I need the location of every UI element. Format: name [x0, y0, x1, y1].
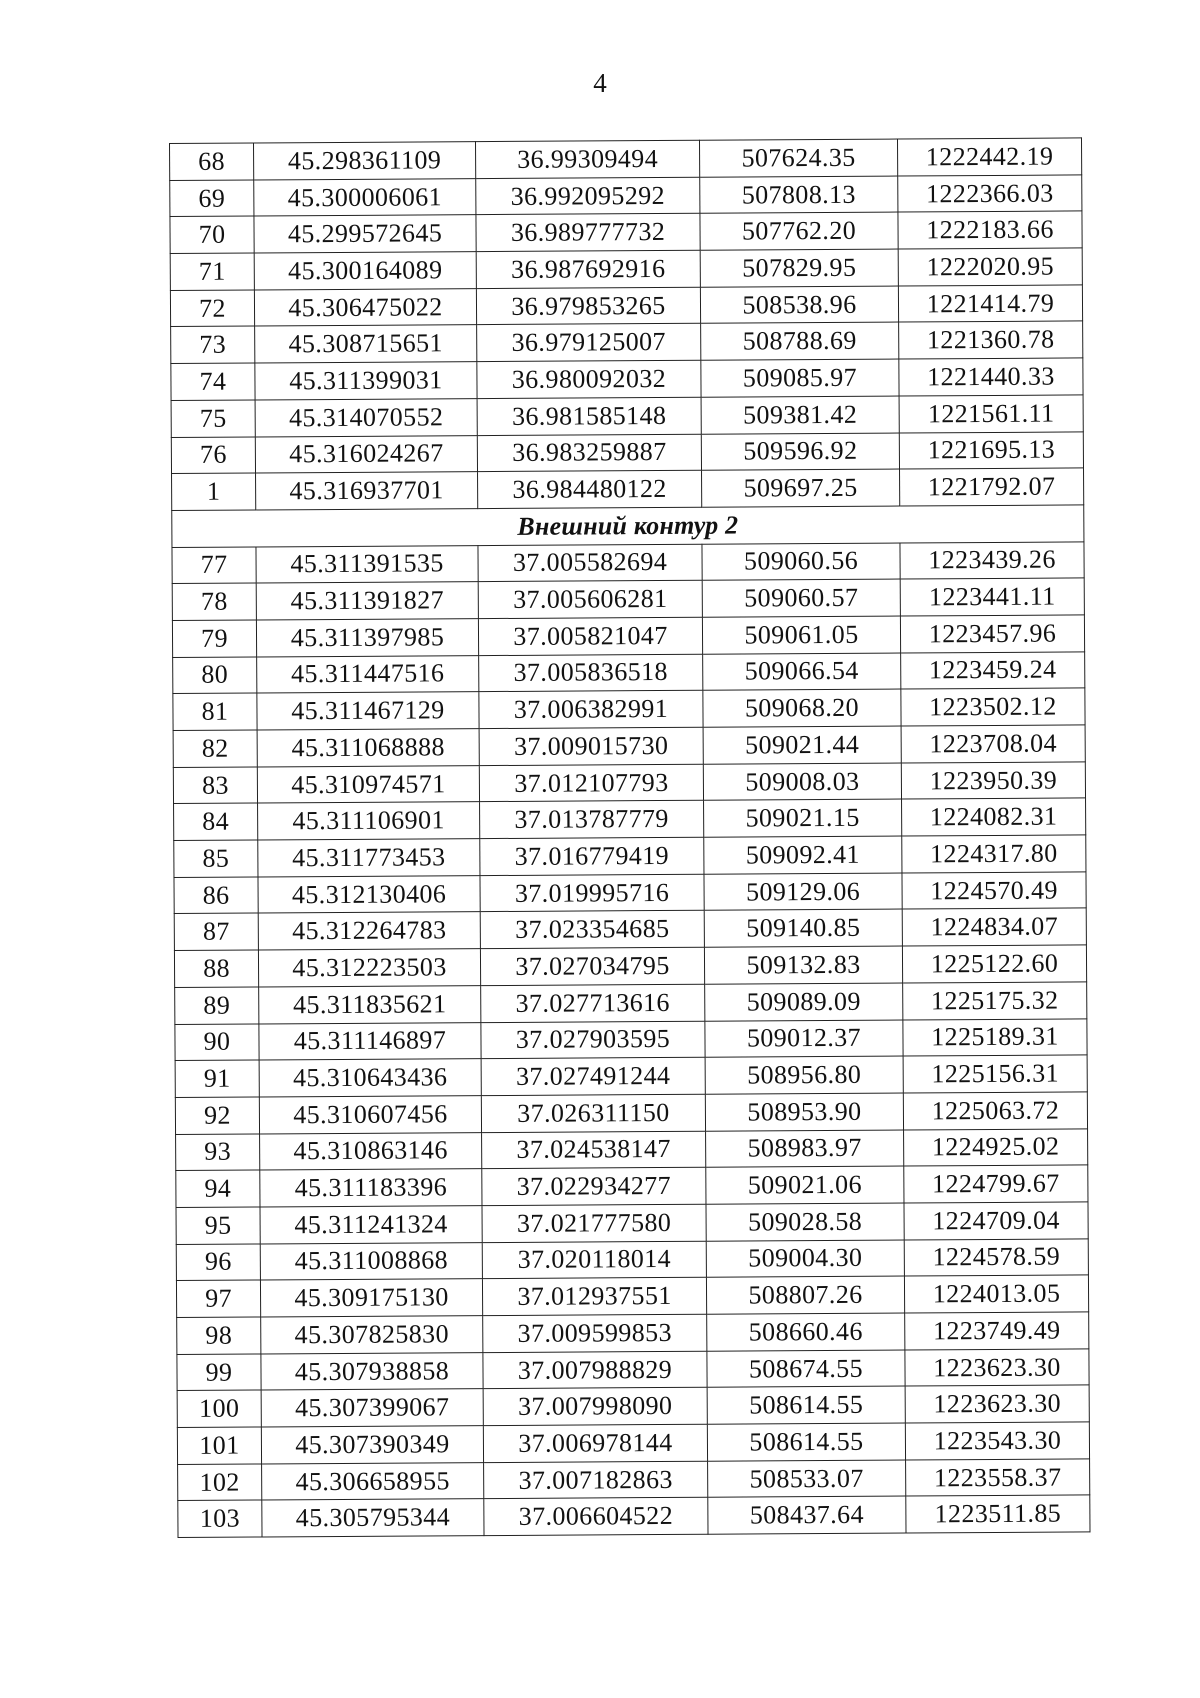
- latitude-cell: 45.310974571: [257, 765, 479, 803]
- longitude-cell: 36.979125007: [477, 324, 701, 362]
- latitude-cell: 45.300164089: [254, 252, 476, 290]
- coord-x-cell: 509132.83: [704, 946, 902, 984]
- table-row: [176, 1128, 1088, 1170]
- point-number-cell: 69: [170, 180, 254, 217]
- coord-x-cell: 508538.96: [700, 286, 898, 324]
- point-number-cell: 79: [172, 620, 256, 657]
- table-row: [174, 798, 1086, 840]
- latitude-cell: 45.314070552: [255, 398, 477, 436]
- coord-x-cell: 509012.37: [705, 1020, 903, 1058]
- table-row: [171, 395, 1083, 437]
- table-row: [171, 358, 1083, 400]
- coord-y-cell: 1225063.72: [903, 1092, 1087, 1130]
- table-row: [178, 1459, 1090, 1501]
- table-row: [171, 321, 1083, 363]
- longitude-cell: 37.026311150: [481, 1094, 705, 1132]
- table-section-header: [172, 505, 1084, 547]
- point-number-cell: 71: [170, 253, 254, 290]
- point-number-cell: 77: [172, 547, 256, 584]
- table-row: [175, 1055, 1087, 1097]
- point-number-cell: 100: [177, 1390, 261, 1427]
- table-row: [170, 285, 1082, 327]
- longitude-cell: 37.009015730: [479, 727, 703, 765]
- table-row: [176, 1239, 1088, 1281]
- longitude-cell: 37.023354685: [480, 911, 704, 949]
- table-row: [172, 468, 1084, 510]
- coord-x-cell: 509092.41: [704, 836, 902, 874]
- longitude-cell: 37.027491244: [481, 1057, 705, 1095]
- coord-y-cell: 1224082.31: [902, 798, 1086, 836]
- longitude-cell: 37.012937551: [482, 1278, 706, 1316]
- coord-y-cell: 1222020.95: [898, 248, 1082, 286]
- coord-x-cell: 508956.80: [705, 1056, 903, 1094]
- latitude-cell: 45.310643436: [259, 1059, 481, 1097]
- table-row: [177, 1385, 1089, 1427]
- table-row: [175, 1018, 1087, 1060]
- longitude-cell: 37.006382991: [479, 691, 703, 729]
- point-number-cell: 1: [172, 473, 256, 510]
- table-row: [175, 982, 1087, 1024]
- longitude-cell: 37.007182863: [484, 1461, 708, 1499]
- coord-x-cell: 507808.13: [700, 176, 898, 214]
- coord-x-cell: 509129.06: [704, 873, 902, 911]
- point-number-cell: 91: [175, 1060, 259, 1097]
- coord-y-cell: 1224799.67: [904, 1165, 1088, 1203]
- coord-y-cell: 1222183.66: [898, 211, 1082, 249]
- longitude-cell: 37.016779419: [480, 837, 704, 875]
- latitude-cell: 45.305795344: [262, 1499, 484, 1537]
- latitude-cell: 45.307390349: [261, 1426, 483, 1464]
- table-row: [173, 762, 1085, 804]
- point-number-cell: 82: [173, 730, 257, 767]
- coord-x-cell: 509089.09: [705, 983, 903, 1021]
- table-row: [173, 652, 1085, 694]
- latitude-cell: 45.310607456: [259, 1095, 481, 1133]
- point-number-cell: 97: [176, 1280, 260, 1317]
- latitude-cell: 45.311068888: [257, 729, 479, 767]
- longitude-cell: 36.981585148: [477, 397, 701, 435]
- point-number-cell: 98: [177, 1317, 261, 1354]
- latitude-cell: 45.311447516: [257, 655, 479, 693]
- coord-y-cell: 1223749.49: [905, 1312, 1089, 1350]
- section-row: [172, 505, 1084, 547]
- table-row: [176, 1275, 1088, 1317]
- table-row: [174, 908, 1086, 950]
- longitude-cell: 37.006604522: [484, 1498, 708, 1536]
- coord-x-cell: 509140.85: [704, 909, 902, 947]
- longitude-cell: 37.024538147: [482, 1131, 706, 1169]
- point-number-cell: 94: [176, 1170, 260, 1207]
- coord-y-cell: 1223439.26: [900, 541, 1084, 579]
- coord-y-cell: 1221440.33: [899, 358, 1083, 396]
- coord-x-cell: 509004.30: [706, 1240, 904, 1278]
- longitude-cell: 37.005821047: [478, 617, 702, 655]
- coord-y-cell: 1225189.31: [903, 1018, 1087, 1056]
- coord-x-cell: 509061.05: [702, 616, 900, 654]
- point-number-cell: 101: [177, 1427, 261, 1464]
- coord-y-cell: 1223502.12: [901, 688, 1085, 726]
- latitude-cell: 45.299572645: [254, 215, 476, 253]
- coord-y-cell: 1223441.11: [900, 578, 1084, 616]
- coord-x-cell: 507829.95: [700, 249, 898, 287]
- coord-y-cell: 1223558.37: [906, 1459, 1090, 1497]
- latitude-cell: 45.316937701: [256, 472, 478, 510]
- point-number-cell: 81: [173, 693, 257, 730]
- point-number-cell: 87: [174, 913, 258, 950]
- longitude-cell: 37.027034795: [480, 947, 704, 985]
- latitude-cell: 45.300006061: [254, 178, 476, 216]
- latitude-cell: 45.311146897: [259, 1022, 481, 1060]
- coord-x-cell: 508788.69: [701, 322, 899, 360]
- table-row: [172, 578, 1084, 620]
- coord-x-cell: 508953.90: [705, 1093, 903, 1131]
- latitude-cell: 45.308715651: [255, 325, 477, 363]
- coord-x-cell: 507624.35: [699, 139, 897, 177]
- point-number-cell: 84: [174, 803, 258, 840]
- longitude-cell: 36.984480122: [478, 470, 702, 508]
- coord-x-cell: 509068.20: [703, 689, 901, 727]
- latitude-cell: 45.311835621: [259, 985, 481, 1023]
- table-row: [174, 872, 1086, 914]
- coord-y-cell: 1223457.96: [900, 615, 1084, 653]
- table-row: [170, 175, 1082, 217]
- latitude-cell: 45.307825830: [261, 1316, 483, 1354]
- latitude-cell: 45.316024267: [255, 435, 477, 473]
- table-row: [170, 248, 1082, 290]
- longitude-cell: 37.005582694: [478, 544, 702, 582]
- latitude-cell: 45.311773453: [258, 839, 480, 877]
- table-row: [171, 431, 1083, 473]
- longitude-cell: 37.021777580: [482, 1204, 706, 1242]
- longitude-cell: 37.013787779: [480, 801, 704, 839]
- point-number-cell: 70: [170, 216, 254, 253]
- coord-y-cell: 1221695.13: [899, 431, 1083, 469]
- coord-y-cell: 1222366.03: [898, 175, 1082, 213]
- point-number-cell: 88: [174, 950, 258, 987]
- table-body-part1: [170, 138, 1084, 510]
- latitude-cell: 45.311391535: [256, 545, 478, 583]
- coord-x-cell: 509021.44: [703, 726, 901, 764]
- table-row: [172, 541, 1084, 583]
- table-row: [174, 945, 1086, 987]
- coord-y-cell: 1223543.30: [905, 1422, 1089, 1460]
- point-number-cell: 73: [171, 326, 255, 363]
- coord-y-cell: 1221561.11: [899, 395, 1083, 433]
- latitude-cell: 45.311183396: [260, 1169, 482, 1207]
- point-number-cell: 68: [170, 143, 254, 180]
- latitude-cell: 45.311241324: [260, 1206, 482, 1244]
- longitude-cell: 37.019995716: [480, 874, 704, 912]
- point-number-cell: 83: [173, 767, 257, 804]
- point-number-cell: 93: [176, 1134, 260, 1171]
- table-row: [176, 1202, 1088, 1244]
- coord-y-cell: 1223459.24: [901, 652, 1085, 690]
- point-number-cell: 76: [171, 436, 255, 473]
- coordinates-table: [169, 137, 1091, 1538]
- longitude-cell: 36.983259887: [477, 434, 701, 472]
- table-row: [177, 1422, 1089, 1464]
- coord-y-cell: 1224317.80: [902, 835, 1086, 873]
- longitude-cell: 37.007988829: [483, 1351, 707, 1389]
- coord-x-cell: 508437.64: [708, 1496, 906, 1534]
- coord-x-cell: 507762.20: [700, 212, 898, 250]
- table-row: [177, 1312, 1089, 1354]
- latitude-cell: 45.306475022: [254, 288, 476, 326]
- coord-x-cell: 509060.57: [702, 579, 900, 617]
- table-row: [175, 1092, 1087, 1134]
- coord-x-cell: 509021.06: [706, 1166, 904, 1204]
- longitude-cell: 36.987692916: [476, 250, 700, 288]
- coord-y-cell: 1224834.07: [902, 908, 1086, 946]
- longitude-cell: 37.007998090: [483, 1388, 707, 1426]
- longitude-cell: 36.989777732: [476, 214, 700, 252]
- latitude-cell: 45.312130406: [258, 875, 480, 913]
- point-number-cell: 90: [175, 1023, 259, 1060]
- table-row: [173, 725, 1085, 767]
- point-number-cell: 86: [174, 877, 258, 914]
- point-number-cell: 96: [176, 1244, 260, 1281]
- coord-x-cell: 508614.55: [707, 1423, 905, 1461]
- coord-x-cell: 508674.55: [707, 1350, 905, 1388]
- coord-x-cell: 509596.92: [701, 433, 899, 471]
- coord-x-cell: 509381.42: [701, 396, 899, 434]
- table-body-part2: [172, 541, 1090, 1537]
- coord-y-cell: 1224925.02: [904, 1128, 1088, 1166]
- table-row: [170, 138, 1082, 180]
- coord-x-cell: 509697.25: [702, 469, 900, 507]
- point-number-cell: 85: [174, 840, 258, 877]
- coord-y-cell: 1225175.32: [903, 982, 1087, 1020]
- coord-y-cell: 1224570.49: [902, 872, 1086, 910]
- coord-y-cell: 1223950.39: [901, 762, 1085, 800]
- table-row: [173, 688, 1085, 730]
- longitude-cell: 37.012107793: [479, 764, 703, 802]
- coord-x-cell: 509028.58: [706, 1203, 904, 1241]
- latitude-cell: 45.307399067: [261, 1389, 483, 1427]
- coord-x-cell: 508983.97: [706, 1130, 904, 1168]
- longitude-cell: 37.027903595: [481, 1021, 705, 1059]
- longitude-cell: 36.979853265: [476, 287, 700, 325]
- coord-x-cell: 508807.26: [706, 1276, 904, 1314]
- latitude-cell: 45.311399031: [255, 362, 477, 400]
- longitude-cell: 36.980092032: [477, 360, 701, 398]
- longitude-cell: 36.992095292: [476, 177, 700, 215]
- latitude-cell: 45.310863146: [260, 1132, 482, 1170]
- point-number-cell: 89: [175, 987, 259, 1024]
- longitude-cell: 37.009599853: [483, 1314, 707, 1352]
- longitude-cell: 37.022934277: [482, 1167, 706, 1205]
- longitude-cell: 37.020118014: [482, 1241, 706, 1279]
- coord-y-cell: 1225122.60: [902, 945, 1086, 983]
- coord-x-cell: 509008.03: [703, 763, 901, 801]
- coord-y-cell: 1223511.85: [906, 1495, 1090, 1533]
- coord-y-cell: 1224578.59: [904, 1239, 1088, 1277]
- latitude-cell: 45.298361109: [254, 142, 476, 180]
- point-number-cell: 75: [171, 400, 255, 437]
- coord-x-cell: 508533.07: [708, 1460, 906, 1498]
- table-row: [178, 1495, 1090, 1537]
- longitude-cell: 37.005836518: [479, 654, 703, 692]
- latitude-cell: 45.311467129: [257, 692, 479, 730]
- point-number-cell: 72: [170, 290, 254, 327]
- coord-y-cell: 1221414.79: [898, 285, 1082, 323]
- point-number-cell: 102: [178, 1464, 262, 1501]
- latitude-cell: 45.312223503: [258, 949, 480, 987]
- longitude-cell: 36.99309494: [475, 140, 699, 178]
- latitude-cell: 45.311106901: [258, 802, 480, 840]
- coord-y-cell: 1223623.30: [905, 1349, 1089, 1387]
- latitude-cell: 45.307938858: [261, 1352, 483, 1390]
- coord-y-cell: 1221360.78: [899, 321, 1083, 359]
- longitude-cell: 37.006978144: [483, 1424, 707, 1462]
- coord-x-cell: 508660.46: [707, 1313, 905, 1351]
- point-number-cell: 95: [176, 1207, 260, 1244]
- coord-x-cell: 508614.55: [707, 1386, 905, 1424]
- point-number-cell: 80: [173, 657, 257, 694]
- point-number-cell: 92: [175, 1097, 259, 1134]
- table-row: [174, 835, 1086, 877]
- page-number: 4: [593, 68, 607, 98]
- coord-y-cell: 1223623.30: [905, 1385, 1089, 1423]
- coord-x-cell: 509060.56: [702, 543, 900, 581]
- latitude-cell: 45.311391827: [256, 582, 478, 620]
- coord-y-cell: 1224013.05: [904, 1275, 1088, 1313]
- coord-y-cell: 1222442.19: [897, 138, 1081, 176]
- point-number-cell: 99: [177, 1354, 261, 1391]
- coord-y-cell: 1221792.07: [900, 468, 1084, 506]
- latitude-cell: 45.311397985: [256, 619, 478, 657]
- table-row: [177, 1349, 1089, 1391]
- table-row: [176, 1165, 1088, 1207]
- coord-y-cell: 1224709.04: [904, 1202, 1088, 1240]
- coord-y-cell: 1223708.04: [901, 725, 1085, 763]
- coord-x-cell: 509021.15: [704, 799, 902, 837]
- point-number-cell: 103: [178, 1500, 262, 1537]
- coord-x-cell: 509066.54: [703, 653, 901, 691]
- point-number-cell: 74: [171, 363, 255, 400]
- longitude-cell: 37.005606281: [478, 581, 702, 619]
- table-row: [170, 211, 1082, 253]
- table-row: [172, 615, 1084, 657]
- coord-x-cell: 509085.97: [701, 359, 899, 397]
- section-title: Внешний контур 2: [172, 505, 1084, 547]
- latitude-cell: 45.312264783: [258, 912, 480, 950]
- latitude-cell: 45.311008868: [260, 1242, 482, 1280]
- latitude-cell: 45.306658955: [262, 1462, 484, 1500]
- coord-y-cell: 1225156.31: [903, 1055, 1087, 1093]
- point-number-cell: 78: [172, 583, 256, 620]
- latitude-cell: 45.309175130: [260, 1279, 482, 1317]
- longitude-cell: 37.027713616: [481, 984, 705, 1022]
